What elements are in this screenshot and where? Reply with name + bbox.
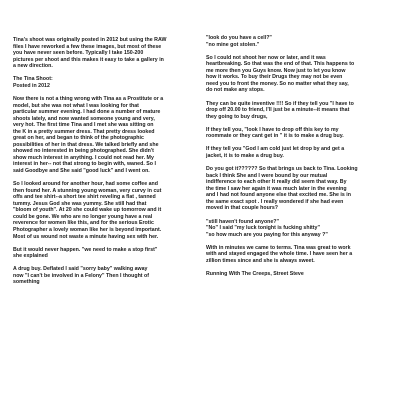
left-column [13,37,201,286]
intro-paragraph: Tina's shoot was originally posted in 2012 but using the RAW files I have reworked a few these images, but most of these you have never seen before. Typically I take 150-200 pictures per shoot and this makes it easy to take a gallery in a new direction. [13,37,167,70]
story-paragraph-9: Do you got it?????? So that brings us back to Tina. Looking back I think She and I were bound by our mutual indifference to each other It really did seem that way. By the time I saw her again it was much later in the evening and I had not found anyone else that excited me. She is in the same exact spot . I really wondered if she had even moved in that couple hours? [206,166,358,212]
signoff: Running With The Creeps, Street Steve [206,271,304,278]
story-paragraph-7: If they tell you, "look I have to drop off this key to my roommate or they cant get in " it is to make a drug buy. [206,126,344,140]
story-paragraph-2: So I looked around for another hour, had some coffee and then found her. A stunning young woman, very curvy in cut offs and tee shirt--a short tee shirt reveling a flat , tanned tummy. Jesus God she was yummy. She still had that "bloom of youth". At 20 she could wake up tomorrow and it could be gone. We who are no longer young have a real reverence for women like this, and for the serious Erotic Photographer a lovely woman like her is beyond important. Most of us wound not waste a minute having sex with her. [13,181,162,240]
right-column [206,35,394,278]
story-paragraph-1: Now there is not a thing wrong with Tina as a Prostitute or a model, but she was not what I was looking for that particular summer evening. I had done a number of mature shoots lately, and now wanted someone young and very, very hot. The first time Tina and I met she was sitting on the K in a pretty summer dress. That pretty dress looked great on her, and began to think of the photographic possibilities of her in that dress. We talked briefly and she showed no interested in being photographed. She didn't show much interest in anything. I could not read her. My interest in her-- not that strong to begin with, waned. So I said Goodbye and She said "good luck" and I went on. [13,96,164,175]
story-title: The Tina Shoot: [13,76,53,83]
story-paragraph-4: A drug buy. Deflated I said "sorry baby" walking away now "I can't be involved in a Felony" Then I thought of something [13,266,149,286]
story-paragraph-3: But it would never happen. "we need to make a stop first" she explained [13,246,158,260]
posted-date: Posted in 2012 [13,82,50,89]
dialogue-cell: "look do you have a cell?" "no mine got stolen." [206,35,272,48]
story-paragraph-5: So I could not shoot her now or later, and it was heartbreaking. So that was the end of that. This happens to me more then you Guys know. Now just to let you know how it works. To buy their Drugs they may not be even need you to front the money. So no matter what they say, do not make any stops. [206,54,355,94]
story-paragraph-10: With in minutes we came to terms. Tina was great to work with and stayed engaged the whole time. I have seen her a zillion times since and she is always sweet. [206,244,353,264]
story-paragraph-6: They can be quite inventive !!!! So if they tell you "I have to drop off 20.00 to friend, I'll just be a minute--it means that they going to buy drugs, [206,100,354,120]
story-paragraph-8: If they tell you "God I am cold just let drop by and get a jacket, it is to make a drug buy. [206,146,345,160]
dialogue-terms: "still haven't found anyone?" "No" I said "my luck tonight is fucking shitty" "so how much are you paying for this anyway ?" [206,218,328,238]
